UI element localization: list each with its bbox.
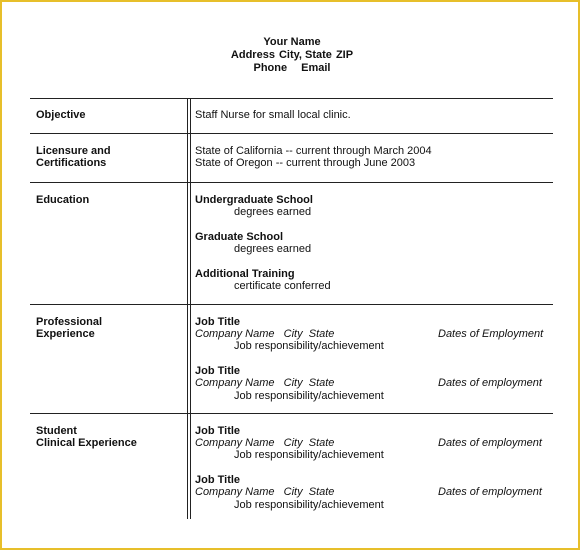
column-divider <box>187 98 188 519</box>
job-company: Company Name <box>195 377 275 389</box>
label-line: Certifications <box>36 157 107 169</box>
table-top-rule <box>30 98 553 99</box>
label-line: Clinical Experience <box>36 437 137 449</box>
job-title: Job Title <box>195 474 241 486</box>
header-email: Email <box>301 62 331 74</box>
education-detail: certificate conferred <box>234 280 331 292</box>
label-line: Licensure and <box>36 145 111 157</box>
job-company-line <box>195 328 334 340</box>
job-duty: Job responsibility/achievement <box>234 499 384 511</box>
section-divider <box>30 182 553 183</box>
job-company-line <box>195 437 334 449</box>
license-line: State of California -- current through March 2004 <box>195 145 432 157</box>
job-title: Job Title <box>195 365 241 377</box>
section-label-education: Education <box>36 194 90 206</box>
job-company-line <box>195 486 334 498</box>
header-phone: Phone <box>253 62 288 74</box>
objective-text: Staff Nurse for small local clinic. <box>195 109 351 121</box>
job-dates: Dates of Employment <box>438 328 544 340</box>
education-title: Additional Training <box>195 268 295 280</box>
section-label-objective: Objective <box>36 109 86 121</box>
education-title: Undergraduate School <box>195 194 313 206</box>
header-contact-line <box>2 62 580 75</box>
section-label-licensure <box>36 145 111 169</box>
job-dates: Dates of employment <box>438 377 542 389</box>
job-duty: Job responsibility/achievement <box>234 390 384 402</box>
job-city: City <box>283 437 303 449</box>
education-detail: degrees earned <box>234 206 312 218</box>
job-city: City <box>283 328 303 340</box>
job-city: City <box>283 486 303 498</box>
job-dates: Dates of employment <box>438 486 542 498</box>
job-company: Company Name <box>195 328 275 340</box>
section-label-professional-experience <box>36 316 102 340</box>
job-title: Job Title <box>195 316 241 328</box>
job-title: Job Title <box>195 425 241 437</box>
job-state: State <box>308 437 335 449</box>
header-zip: ZIP <box>335 49 354 61</box>
header-address: Address <box>230 49 275 61</box>
job-city: City <box>283 377 303 389</box>
label-line: Experience <box>36 328 95 340</box>
license-line: State of Oregon -- current through June 2003 <box>195 157 416 169</box>
job-state: State <box>308 328 335 340</box>
job-duty: Job responsibility/achievement <box>234 449 384 461</box>
resume-header <box>2 36 580 75</box>
section-divider <box>30 133 553 134</box>
job-company-line <box>195 377 334 389</box>
job-dates: Dates of employment <box>438 437 542 449</box>
header-name: Your Name <box>263 36 321 48</box>
job-company: Company Name <box>195 486 275 498</box>
section-divider <box>30 413 553 414</box>
column-divider <box>190 98 191 519</box>
education-detail: degrees earned <box>234 243 312 255</box>
header-address-line <box>2 49 580 62</box>
job-duty: Job responsibility/achievement <box>234 340 384 352</box>
label-line: Professional <box>36 316 103 328</box>
section-divider <box>30 304 553 305</box>
education-title: Graduate School <box>195 231 284 243</box>
header-city-state: City, State <box>278 49 332 61</box>
section-label-clinical-experience <box>36 425 137 449</box>
label-line: Student <box>36 425 77 437</box>
job-state: State <box>308 377 335 389</box>
job-company: Company Name <box>195 437 275 449</box>
job-state: State <box>308 486 335 498</box>
